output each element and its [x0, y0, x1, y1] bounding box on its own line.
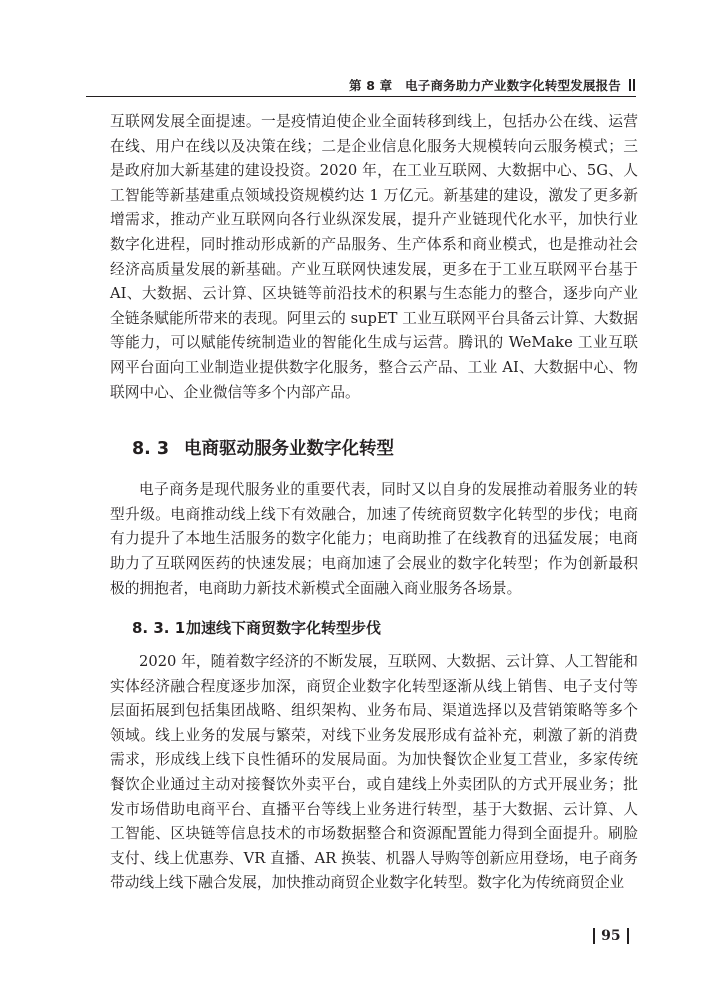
section-heading [110, 435, 638, 460]
body-paragraph-2: 电子商务是现代服务业的重要代表，同时又以自身的发展推动着服务业的转型升级。电商推动线上线下有效融合，加速了传统商贸数字化转型的步伐；电商有力提升了本地生活服务的数字化能力；电商助推了在线教育的迅猛发展；电商助力了互联网医药的快速发展；电商加速了会展业的数字化转型；作为创新最积极的拥抱者，电商助力新技术新模式全面融入商业服务各场景。 [110, 481, 638, 597]
subsection-heading [110, 617, 638, 638]
footer-bar-right [627, 928, 629, 944]
section-title: 电商驱动服务业数字化转型 [184, 439, 394, 460]
page-footer [587, 928, 635, 944]
footer-bar-left [593, 928, 595, 944]
page-body [110, 110, 638, 896]
body-paragraph-3: 2020 年，随着数字经济的不断发展，互联网、大数据、云计算、人工智能和实体经济融合程度逐步加深，商贸企业数字化转型逐渐从线上销售、电子支付等层面拓展到包括集团战略、组织架构、业务布局、渠道选择以及营销策略等多个领域。线上业务的发展与繁荣，对线下业务发展形成有益补充，刺激了新的消费需求，形成线上线下良性循环的发展局面。为加快餐饮企业复工营业，多家传统餐饮企业通过主动对接餐饮外卖平台，或自建线上外卖团队的方式开展业务；批发市场借助电商平台、直播平台等线上业务进行转型，基于大数据、云计算、人工智能、区块链等信息技术的市场数据整合和资源配置能力得到全面提升。刷脸支付、线上优惠券、VR 直播、AR 换装、机器人导购等创新应用登场，电子商务带动线上线下融合发展，加快推动商贸企业数字化转型。数字化为传统商贸企业 [110, 653, 638, 892]
body-paragraph-1: 互联网发展全面提速。一是疫情迫使企业全面转移到线上，包括办公在线、运营在线、用户在线以及决策在线；二是企业信息化服务大规模转向云服务模式；三是政府加大新基建的建设投资。2020 年，在工业互联网、大数据中心、5G、人工智能等新基建重点领域投资规模约达 1 万亿元。新基建的建设，激发了更多新增需求，推动产业互联网向各行业纵深发展，提升产业链现代化水平，加快行业数字化进程，同时推动形成新的产品服务、生产体系和商业模式，也是推动社会经济高质量发展的新基础。产业互联网快速发展，更多在于工业互联网平台基于 AI、大数据、云计算、区块链等前沿技术的积累与生态能力的整合，逐步向产业全链条赋能所带来的表现。阿里云的 supET 工业互联网平台具备云计算、大数据等能力，可以赋能传统制造业的智能化生成与运营。腾讯的 WeMake 工业互联网平台面向工业制造业提供数字化服务，整合云产品、工业 AI、大数据中心、物联网中心、企业微信等多个内部产品。 [110, 113, 638, 401]
section-number: 8. 3 [132, 439, 170, 460]
running-header [349, 76, 635, 94]
subsection-number: 8. 3. 1 [132, 619, 186, 638]
subsection-title: 加速线下商贸数字化转型步伐 [186, 619, 382, 638]
page-number: 95 [601, 928, 621, 944]
running-header-title: 第 8 章 电子商务助力产业数字化转型发展报告 [348, 78, 621, 93]
header-bars-ornament [627, 79, 635, 91]
header-rule [86, 96, 636, 97]
